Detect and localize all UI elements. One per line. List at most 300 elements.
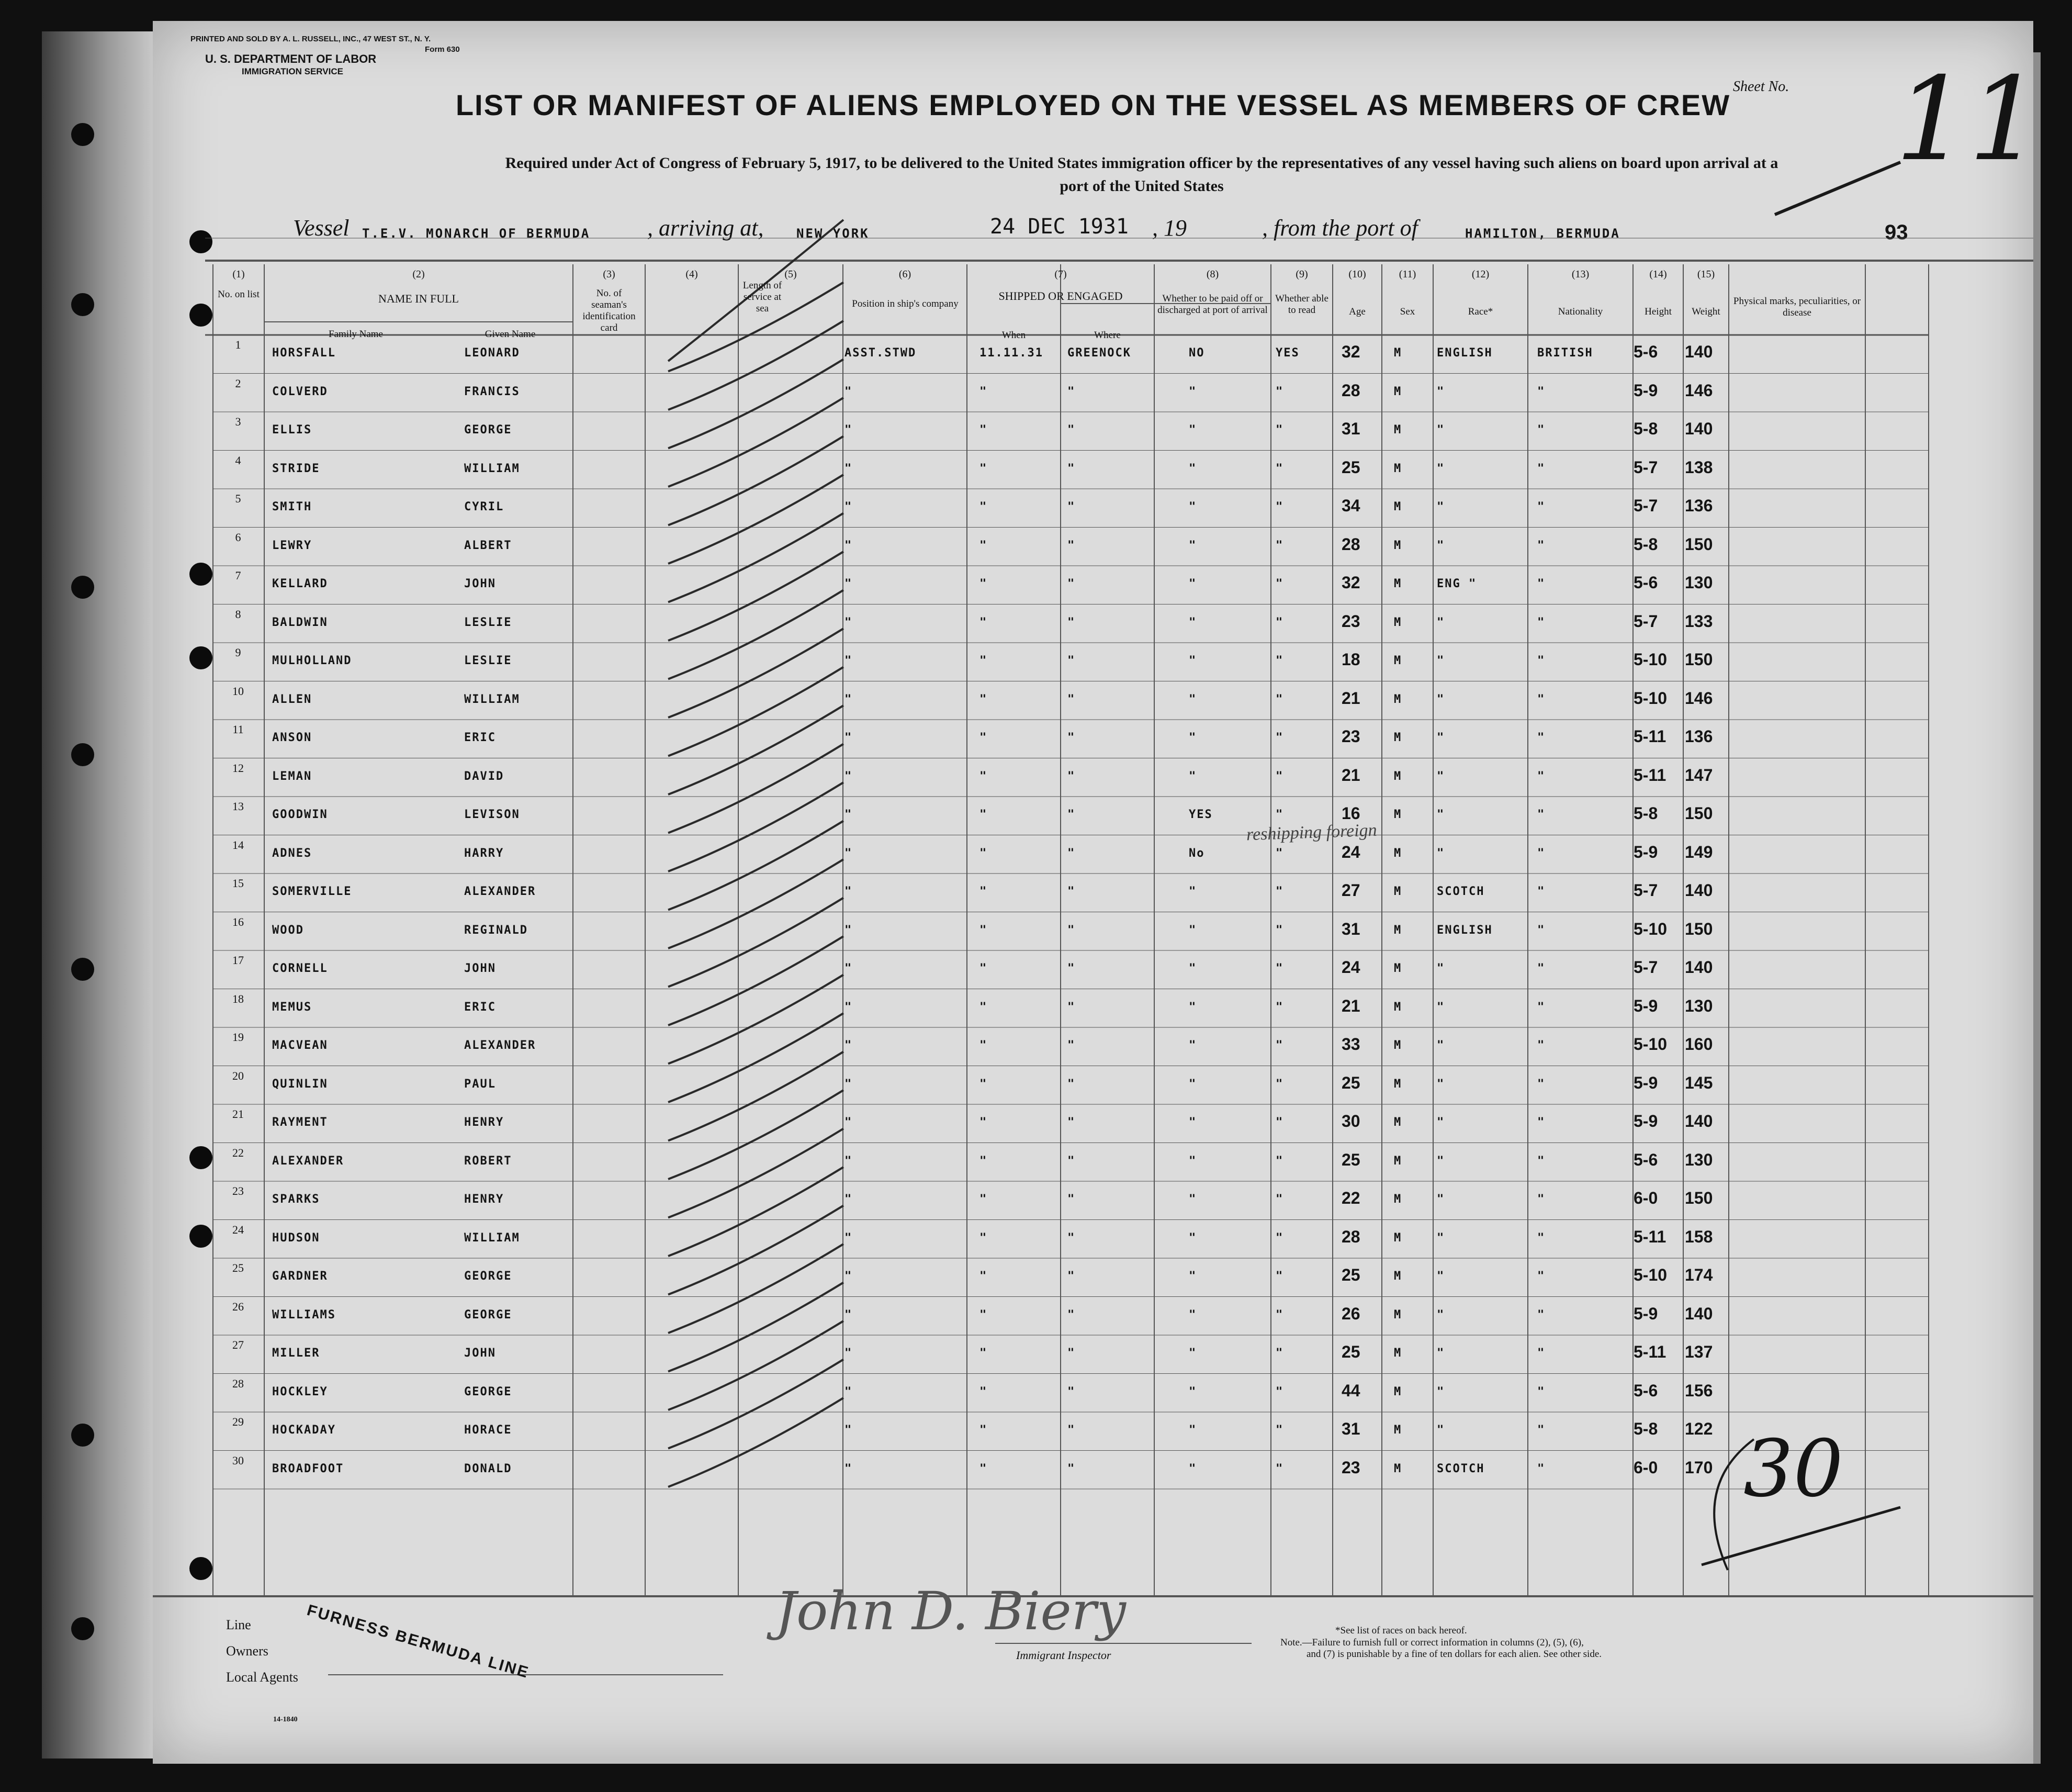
line-label: Line bbox=[226, 1617, 251, 1632]
column-number: (6) bbox=[898, 268, 911, 280]
cell-height: 5-10 bbox=[1634, 1035, 1668, 1054]
cell-read: " bbox=[1276, 1193, 1284, 1206]
cell-weight: 140 bbox=[1685, 1112, 1713, 1130]
cell-read: " bbox=[1276, 615, 1284, 629]
cell-when: " bbox=[979, 654, 988, 667]
cell-sex: M bbox=[1394, 462, 1402, 475]
cell-nat: " bbox=[1537, 385, 1546, 398]
cell-weight: 133 bbox=[1685, 611, 1713, 631]
cell-weight: 140 bbox=[1685, 342, 1713, 361]
row-number: 4 bbox=[235, 453, 241, 467]
header-length-service: Length of service at sea bbox=[742, 280, 782, 314]
cell-where: " bbox=[1067, 731, 1076, 744]
cell-where: " bbox=[1067, 692, 1076, 706]
page-number: 93 bbox=[1885, 221, 1908, 244]
cell-read: " bbox=[1276, 654, 1284, 667]
column-number: (11) bbox=[1399, 268, 1416, 280]
cell-nat: " bbox=[1537, 615, 1546, 629]
row-number: 19 bbox=[232, 1031, 244, 1044]
cell-where: " bbox=[1067, 1385, 1076, 1398]
cell-read: " bbox=[1276, 462, 1284, 475]
cell-given: REGINALD bbox=[464, 923, 528, 937]
cancel-slash bbox=[668, 898, 843, 987]
cell-family: CORNELL bbox=[272, 962, 328, 975]
cell-paid: " bbox=[1189, 462, 1197, 475]
cell-nat: " bbox=[1537, 885, 1546, 898]
cell-race: " bbox=[1437, 1039, 1445, 1052]
cell-nat: " bbox=[1537, 1039, 1546, 1052]
punch-hole-icon bbox=[71, 293, 94, 316]
cell-paid: " bbox=[1189, 539, 1197, 552]
cancel-slash bbox=[668, 821, 843, 910]
cell-weight: 170 bbox=[1685, 1458, 1713, 1477]
cell-age: 31 bbox=[1342, 419, 1360, 438]
cell-age: 25 bbox=[1342, 457, 1360, 477]
cell-paid: " bbox=[1189, 577, 1197, 590]
punch-hole-icon bbox=[71, 123, 94, 146]
cancel-slash bbox=[668, 975, 843, 1064]
cell-race: " bbox=[1437, 808, 1445, 821]
vessel-name: T.E.V. MONARCH OF BERMUDA bbox=[362, 226, 591, 241]
cell-family: GOODWIN bbox=[272, 808, 328, 821]
cell-nat: " bbox=[1537, 423, 1546, 436]
cell-position: " bbox=[844, 1270, 853, 1283]
cell-position: " bbox=[844, 423, 853, 436]
cell-sex: M bbox=[1394, 1231, 1402, 1245]
cell-where: GREENOCK bbox=[1067, 346, 1131, 360]
cell-sex: M bbox=[1394, 346, 1402, 360]
cell-where: " bbox=[1067, 769, 1076, 783]
cell-family: SMITH bbox=[272, 500, 312, 513]
cell-given: LEONARD bbox=[464, 346, 520, 360]
cell-given: ALEXANDER bbox=[464, 1039, 536, 1052]
manifest-sheet bbox=[153, 21, 2042, 1764]
cell-weight: 145 bbox=[1685, 1073, 1713, 1092]
cell-age: 21 bbox=[1342, 765, 1360, 785]
cell-when: " bbox=[979, 1116, 988, 1129]
cell-age: 27 bbox=[1342, 881, 1360, 900]
cell-given: WILLIAM bbox=[464, 692, 520, 706]
cell-position: " bbox=[844, 1154, 853, 1168]
cell-weight: 130 bbox=[1685, 573, 1713, 592]
cell-given: GEORGE bbox=[464, 1308, 512, 1321]
cell-position: " bbox=[844, 615, 853, 629]
punch-hole-icon bbox=[71, 576, 94, 599]
cell-given: FRANCIS bbox=[464, 385, 520, 398]
cell-height: 5-7 bbox=[1634, 496, 1658, 515]
row-number: 13 bbox=[232, 800, 244, 813]
cell-where: " bbox=[1067, 1000, 1076, 1014]
cell-sex: M bbox=[1394, 1347, 1402, 1360]
cell-position: " bbox=[844, 846, 853, 860]
cell-position: " bbox=[844, 769, 853, 783]
cell-position: " bbox=[844, 1462, 853, 1475]
fine-note-1: Note.—Failure to furnish full or correct information in columns (2), (5), (6), bbox=[1280, 1637, 1584, 1648]
cell-family: COLVERD bbox=[272, 385, 328, 398]
cell-sex: M bbox=[1394, 1462, 1402, 1475]
cell-nat: " bbox=[1537, 654, 1546, 667]
cell-position: " bbox=[844, 654, 853, 667]
cell-paid: " bbox=[1189, 654, 1197, 667]
column-number: (3) bbox=[603, 268, 615, 280]
cell-given: DONALD bbox=[464, 1462, 512, 1475]
cell-race: " bbox=[1437, 769, 1445, 783]
row-number: 26 bbox=[232, 1300, 244, 1313]
cell-position: " bbox=[844, 1039, 853, 1052]
cell-paid: " bbox=[1189, 1385, 1197, 1398]
cell-sex: M bbox=[1394, 500, 1402, 513]
cell-height: 5-8 bbox=[1634, 534, 1658, 554]
cell-paid: " bbox=[1189, 923, 1197, 937]
form-code: 14-1840 bbox=[273, 1716, 298, 1723]
cell-age: 21 bbox=[1342, 996, 1360, 1015]
cell-family: ANSON bbox=[272, 731, 312, 744]
cell-weight: 150 bbox=[1685, 650, 1713, 669]
punch-hole-icon bbox=[71, 1424, 94, 1447]
cell-race: " bbox=[1437, 1077, 1445, 1091]
cell-race: " bbox=[1437, 1308, 1445, 1321]
cell-height: 5-7 bbox=[1634, 958, 1658, 977]
cell-paid: " bbox=[1189, 385, 1197, 398]
cell-weight: 147 bbox=[1685, 765, 1713, 785]
cell-position: " bbox=[844, 385, 853, 398]
cell-read: YES bbox=[1276, 346, 1300, 360]
cell-sex: M bbox=[1394, 885, 1402, 898]
cell-where: " bbox=[1067, 846, 1076, 860]
header-no-on-list: No. on list bbox=[218, 289, 260, 300]
cell-where: " bbox=[1067, 500, 1076, 513]
inspector-label: Immigrant Inspector bbox=[1016, 1649, 1111, 1662]
row-number: 5 bbox=[235, 492, 241, 505]
cell-age: 21 bbox=[1342, 688, 1360, 708]
header-height: Height bbox=[1645, 306, 1672, 317]
cell-family: STRIDE bbox=[272, 462, 320, 475]
column-number: (5) bbox=[784, 268, 797, 280]
cell-age: 23 bbox=[1342, 1458, 1360, 1477]
cell-given: GEORGE bbox=[464, 1385, 512, 1398]
cell-paid: NO bbox=[1189, 346, 1205, 360]
cell-sex: M bbox=[1394, 731, 1402, 744]
cancel-slash bbox=[668, 1283, 843, 1372]
row-number: 16 bbox=[232, 915, 244, 928]
row-number: 10 bbox=[232, 684, 244, 698]
cell-age: 24 bbox=[1342, 958, 1360, 977]
cell-nat: " bbox=[1537, 1462, 1546, 1475]
cancel-slash bbox=[668, 1206, 843, 1295]
cell-nat: BRITISH bbox=[1537, 346, 1593, 360]
cancel-slash bbox=[668, 744, 843, 833]
cell-sex: M bbox=[1394, 615, 1402, 629]
cancel-slash bbox=[668, 436, 843, 525]
cell-read: " bbox=[1276, 1154, 1284, 1168]
cell-when: " bbox=[979, 1385, 988, 1398]
cell-nat: " bbox=[1537, 1270, 1546, 1283]
cell-age: 28 bbox=[1342, 534, 1360, 554]
cell-where: " bbox=[1067, 1039, 1076, 1052]
cell-given: ALEXANDER bbox=[464, 885, 536, 898]
cell-nat: " bbox=[1537, 808, 1546, 821]
cell-position: " bbox=[844, 1347, 853, 1360]
arrival-port: NEW YORK bbox=[796, 226, 870, 241]
cell-where: " bbox=[1067, 1116, 1076, 1129]
cell-sex: M bbox=[1394, 1270, 1402, 1283]
cell-where: " bbox=[1067, 539, 1076, 552]
cell-sex: M bbox=[1394, 1116, 1402, 1129]
cell-race: " bbox=[1437, 1385, 1445, 1398]
column-number: (10) bbox=[1348, 268, 1366, 280]
cell-read: " bbox=[1276, 1308, 1284, 1321]
cell-when: " bbox=[979, 1193, 988, 1206]
from-port-label: , from the port of bbox=[1262, 215, 1418, 241]
total-underline bbox=[1702, 1507, 1900, 1565]
cell-given: LEVISON bbox=[464, 808, 520, 821]
cell-family: QUINLIN bbox=[272, 1077, 328, 1091]
cell-read: " bbox=[1276, 846, 1284, 860]
row-number: 30 bbox=[232, 1453, 244, 1467]
cell-read: " bbox=[1276, 423, 1284, 436]
cell-age: 25 bbox=[1342, 1073, 1360, 1092]
sheet-number-value: 11 bbox=[1895, 52, 2042, 186]
cell-when: " bbox=[979, 1000, 988, 1014]
cell-given: LESLIE bbox=[464, 654, 512, 667]
cell-where: " bbox=[1067, 1154, 1076, 1168]
cell-age: 23 bbox=[1342, 611, 1360, 631]
cell-paid: " bbox=[1189, 423, 1197, 436]
cell-given: HORACE bbox=[464, 1424, 512, 1437]
header-where: Where bbox=[1094, 330, 1121, 341]
cell-when: " bbox=[979, 846, 988, 860]
cell-paid: " bbox=[1189, 769, 1197, 783]
cell-given: ROBERT bbox=[464, 1154, 512, 1168]
cancel-slash bbox=[668, 782, 843, 871]
cell-family: GARDNER bbox=[272, 1270, 328, 1283]
cell-paid: " bbox=[1189, 692, 1197, 706]
row-number: 18 bbox=[232, 992, 244, 1005]
cell-race: " bbox=[1437, 615, 1445, 629]
cell-height: 5-11 bbox=[1634, 727, 1666, 746]
cell-paid: " bbox=[1189, 1154, 1197, 1168]
header-name-in-full: NAME IN FULL bbox=[378, 292, 459, 305]
cell-family: WOOD bbox=[272, 923, 304, 937]
column-number: (15) bbox=[1697, 268, 1715, 280]
cell-nat: " bbox=[1537, 846, 1546, 860]
cell-where: " bbox=[1067, 1193, 1076, 1206]
cell-height: 5-8 bbox=[1634, 804, 1658, 823]
cell-read: " bbox=[1276, 885, 1284, 898]
cell-family: KELLARD bbox=[272, 577, 328, 590]
manifest-title: LIST OR MANIFEST OF ALIENS EMPLOYED ON THE VESSEL AS MEMBERS OF CREW bbox=[455, 88, 1731, 121]
cell-weight: 158 bbox=[1685, 1227, 1713, 1246]
cell-sex: M bbox=[1394, 1193, 1402, 1206]
cell-where: " bbox=[1067, 962, 1076, 975]
cell-given: JOHN bbox=[464, 577, 496, 590]
cell-paid: " bbox=[1189, 962, 1197, 975]
cell-position: " bbox=[844, 923, 853, 937]
cell-weight: 138 bbox=[1685, 457, 1713, 477]
cell-given: LESLIE bbox=[464, 615, 512, 629]
cell-weight: 140 bbox=[1685, 958, 1713, 977]
cell-race: " bbox=[1437, 654, 1445, 667]
cell-position: " bbox=[844, 885, 853, 898]
row-number: 1 bbox=[235, 338, 241, 351]
cell-family: HUDSON bbox=[272, 1231, 320, 1245]
header-seaman-id: No. of seaman's identification card bbox=[582, 288, 636, 333]
cell-age: 28 bbox=[1342, 1227, 1360, 1246]
cell-family: MILLER bbox=[272, 1347, 320, 1360]
cancel-slash bbox=[668, 705, 843, 794]
cell-family: LEWRY bbox=[272, 539, 312, 552]
cancel-slash bbox=[668, 475, 843, 564]
cell-given: WILLIAM bbox=[464, 462, 520, 475]
header-given-name: Given Name bbox=[485, 329, 536, 340]
binding-shadow bbox=[42, 31, 153, 1759]
cell-weight: 137 bbox=[1685, 1342, 1713, 1361]
cell-family: BROADFOOT bbox=[272, 1462, 344, 1475]
cell-nat: " bbox=[1537, 1231, 1546, 1245]
cell-read: " bbox=[1276, 1385, 1284, 1398]
cell-age: 33 bbox=[1342, 1035, 1360, 1054]
cell-sex: M bbox=[1394, 692, 1402, 706]
column-number: (4) bbox=[685, 268, 698, 280]
cell-when: " bbox=[979, 1039, 988, 1052]
cell-when: " bbox=[979, 962, 988, 975]
cell-family: MULHOLLAND bbox=[272, 654, 352, 667]
cell-given: DAVID bbox=[464, 769, 504, 783]
cell-height: 5-7 bbox=[1634, 611, 1658, 631]
cell-weight: 160 bbox=[1685, 1035, 1713, 1054]
cell-family: HORSFALL bbox=[272, 346, 336, 360]
cell-position: " bbox=[844, 1077, 853, 1091]
cell-paid: " bbox=[1189, 885, 1197, 898]
cell-age: 22 bbox=[1342, 1189, 1360, 1207]
cell-age: 24 bbox=[1342, 842, 1360, 861]
cell-height: 6-0 bbox=[1634, 1458, 1658, 1477]
cell-nat: " bbox=[1537, 1424, 1546, 1437]
cell-nat: " bbox=[1537, 769, 1546, 783]
row-number: 29 bbox=[232, 1415, 244, 1428]
cell-when: " bbox=[979, 731, 988, 744]
row-number: 6 bbox=[235, 530, 241, 544]
cell-paid: " bbox=[1189, 1039, 1197, 1052]
cell-age: 30 bbox=[1342, 1112, 1360, 1130]
cell-age: 25 bbox=[1342, 1342, 1360, 1361]
total-count: 30 bbox=[1743, 1424, 1843, 1515]
cell-age: 31 bbox=[1342, 919, 1360, 938]
header-weight: Weight bbox=[1692, 306, 1720, 317]
cell-height: 5-6 bbox=[1634, 1150, 1658, 1169]
cell-read: " bbox=[1276, 692, 1284, 706]
departure-port: HAMILTON, BERMUDA bbox=[1465, 226, 1620, 241]
cell-height: 5-8 bbox=[1634, 1419, 1658, 1438]
cell-family: LEMAN bbox=[272, 769, 312, 783]
cell-family: ELLIS bbox=[272, 423, 312, 436]
cell-age: 32 bbox=[1342, 342, 1360, 361]
row-number: 24 bbox=[232, 1223, 244, 1236]
row-number: 2 bbox=[235, 376, 241, 390]
cell-nat: " bbox=[1537, 731, 1546, 744]
cell-family: BALDWIN bbox=[272, 615, 328, 629]
cell-weight: 140 bbox=[1685, 419, 1713, 438]
column-number: (7) bbox=[1054, 268, 1067, 280]
cell-family: HOCKLEY bbox=[272, 1385, 328, 1398]
races-note: *See list of races on back hereof. bbox=[1335, 1625, 1467, 1636]
header-nationality: Nationality bbox=[1558, 306, 1603, 317]
cell-family: HOCKADAY bbox=[272, 1424, 336, 1437]
cell-race: " bbox=[1437, 500, 1445, 513]
cell-read: " bbox=[1276, 1270, 1284, 1283]
cell-paid: " bbox=[1189, 1424, 1197, 1437]
cell-position: " bbox=[844, 1231, 853, 1245]
row-number: 20 bbox=[232, 1069, 244, 1082]
cell-position: " bbox=[844, 962, 853, 975]
cell-race: " bbox=[1437, 1270, 1445, 1283]
cell-position: " bbox=[844, 500, 853, 513]
cell-given: JOHN bbox=[464, 962, 496, 975]
row-number: 21 bbox=[232, 1107, 244, 1121]
subtitle-line-1: Required under Act of Congress of February 5, 1917, to be delivered to the United States immigration officer by the representatives of any vessel having such aliens on board upon arrival at a bbox=[505, 154, 1778, 172]
arriving-label: , arriving at, bbox=[647, 215, 764, 241]
cell-given: JOHN bbox=[464, 1347, 496, 1360]
cell-read: " bbox=[1276, 1462, 1284, 1475]
cell-age: 44 bbox=[1342, 1381, 1360, 1400]
cell-age: 31 bbox=[1342, 1419, 1360, 1438]
cell-sex: M bbox=[1394, 962, 1402, 975]
cell-age: 34 bbox=[1342, 496, 1360, 515]
cell-read: " bbox=[1276, 1077, 1284, 1091]
cell-where: " bbox=[1067, 385, 1076, 398]
cell-height: 5-8 bbox=[1634, 419, 1658, 438]
cell-sex: M bbox=[1394, 654, 1402, 667]
cell-sex: M bbox=[1394, 769, 1402, 783]
cell-nat: " bbox=[1537, 962, 1546, 975]
cell-when: " bbox=[979, 1077, 988, 1091]
cell-read: " bbox=[1276, 1347, 1284, 1360]
cell-race: ENG " bbox=[1437, 577, 1477, 590]
row-number: 22 bbox=[232, 1146, 244, 1159]
cell-where: " bbox=[1067, 423, 1076, 436]
header-shipped: SHIPPED OR ENGAGED bbox=[998, 289, 1123, 303]
cell-paid: " bbox=[1189, 1347, 1197, 1360]
cell-given: GEORGE bbox=[464, 1270, 512, 1283]
cell-read: " bbox=[1276, 385, 1284, 398]
cell-read: " bbox=[1276, 1039, 1284, 1052]
cell-height: 5-10 bbox=[1634, 1265, 1668, 1284]
cell-race: ENGLISH bbox=[1437, 923, 1493, 937]
cell-age: 32 bbox=[1342, 573, 1360, 592]
cell-when: " bbox=[979, 1154, 988, 1168]
cell-given: HENRY bbox=[464, 1116, 504, 1129]
cell-when: " bbox=[979, 692, 988, 706]
cell-when: " bbox=[979, 423, 988, 436]
subtitle-line-2: port of the United States bbox=[1060, 177, 1224, 195]
cell-family: MEMUS bbox=[272, 1000, 312, 1014]
cell-nat: " bbox=[1537, 1077, 1546, 1091]
cell-age: 25 bbox=[1342, 1265, 1360, 1284]
cell-paid: " bbox=[1189, 731, 1197, 744]
cell-read: " bbox=[1276, 962, 1284, 975]
arrival-date: 24 DEC 1931 bbox=[990, 215, 1129, 239]
header-family-name: Family Name bbox=[329, 329, 383, 340]
cell-when: " bbox=[979, 885, 988, 898]
cell-race: " bbox=[1437, 1193, 1445, 1206]
cell-position: " bbox=[844, 731, 853, 744]
cell-given: ERIC bbox=[464, 1000, 496, 1014]
cell-paid: No bbox=[1189, 846, 1205, 860]
cell-family: SOMERVILLE bbox=[272, 885, 352, 898]
cell-given: ALBERT bbox=[464, 539, 512, 552]
column-number: (14) bbox=[1649, 268, 1667, 280]
cell-where: " bbox=[1067, 654, 1076, 667]
